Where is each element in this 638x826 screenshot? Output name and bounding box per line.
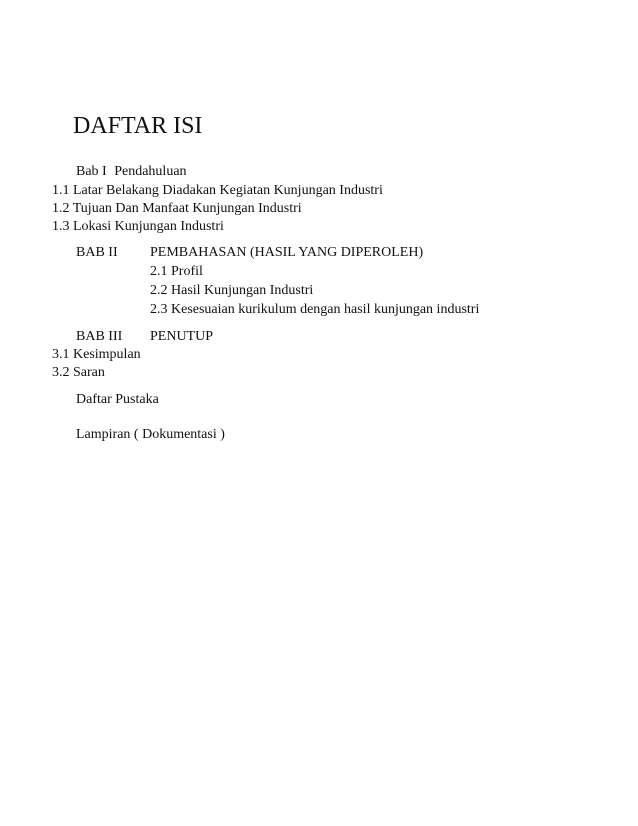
- toc-item: [150, 263, 203, 281]
- bab3-heading: [0, 328, 638, 346]
- bab1-heading: [76, 163, 187, 181]
- toc-item-text: Tujuan Dan Manfaat Kunjungan Industri: [72, 201, 302, 216]
- toc-item-number: 1.2: [52, 201, 70, 216]
- toc-item-text: Latar Belakang Diadakan Kegiatan Kunjungan Industri: [73, 183, 383, 198]
- bab1-title: Pendahuluan: [114, 164, 187, 179]
- toc-item-number: 3.2: [52, 365, 70, 380]
- toc-item: [52, 200, 302, 218]
- lampiran-entry: Lampiran ( Dokumentasi ): [76, 427, 225, 442]
- toc-item: [52, 364, 105, 382]
- bab3-title: PENUTUP: [150, 329, 214, 344]
- toc-item: [52, 346, 141, 364]
- toc-item-text: Kesimpulan: [73, 347, 141, 362]
- toc-item-text: Hasil Kunjungan Industri: [171, 283, 314, 298]
- toc-item-text: Saran: [73, 365, 105, 380]
- bab1-label: Bab I: [76, 164, 107, 179]
- toc-item-text: Kesesuaian kurikulum dengan hasil kunjungan industri: [171, 302, 480, 317]
- toc-item: [52, 182, 383, 200]
- toc-item-number: 1.3: [52, 219, 70, 234]
- page-title: DAFTAR ISI: [73, 113, 203, 139]
- toc-item-number: 2.2: [150, 283, 168, 298]
- toc-item-number: 2.3: [150, 302, 168, 317]
- bab3-label: BAB III: [76, 329, 123, 344]
- bab2-title: PEMBAHASAN (HASIL YANG DIPEROLEH): [150, 245, 424, 260]
- daftar-pustaka-entry: Daftar Pustaka: [76, 392, 159, 407]
- toc-item: [52, 218, 224, 236]
- toc-item-number: 1.1: [52, 183, 70, 198]
- toc-item: [150, 301, 479, 319]
- toc-item-number: 2.1: [150, 264, 168, 279]
- toc-item: [150, 282, 313, 300]
- toc-item-text: Lokasi Kunjungan Industri: [73, 219, 224, 234]
- toc-item-number: 3.1: [52, 347, 70, 362]
- bab2-label: BAB II: [76, 245, 118, 260]
- toc-item-text: Profil: [171, 264, 203, 279]
- bab2-heading: [0, 244, 638, 262]
